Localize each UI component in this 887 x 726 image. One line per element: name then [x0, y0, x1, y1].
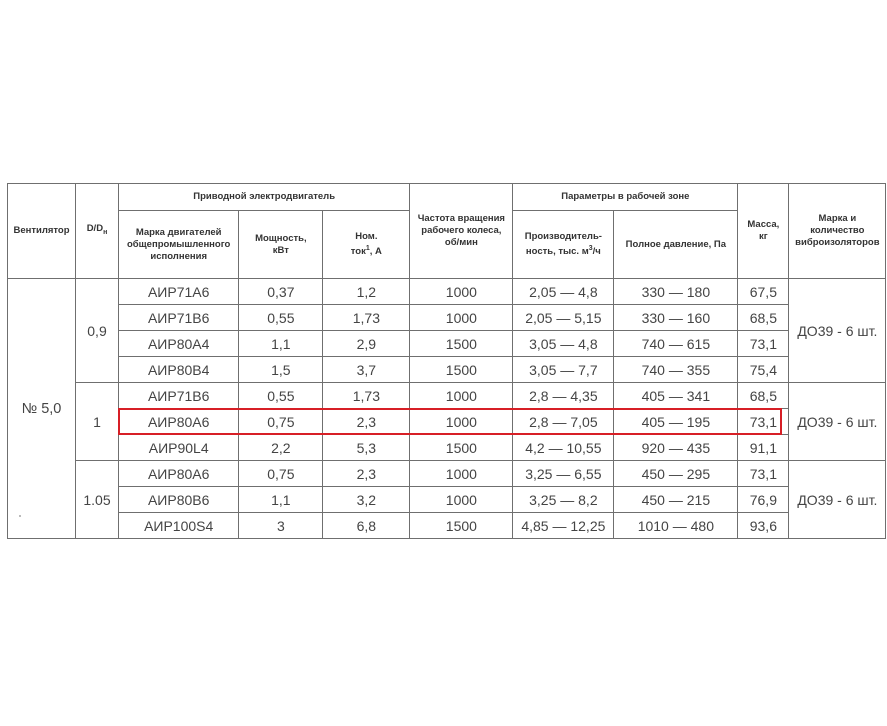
flow-cell: 3,05 — 4,8 — [513, 331, 614, 357]
power-cell: 0,75 — [239, 409, 323, 435]
rpm-cell: 1000 — [410, 409, 513, 435]
table-row — [8, 331, 886, 357]
power-cell: 1,1 — [239, 487, 323, 513]
current-cell: 2,3 — [323, 409, 410, 435]
flow-cell: 3,05 — 7,7 — [513, 357, 614, 383]
pressure-cell: 740 — 615 — [614, 331, 738, 357]
isolator-cell: ДО39 - 6 шт. — [789, 279, 886, 383]
rpm-cell: 1500 — [410, 331, 513, 357]
table-row — [8, 279, 886, 305]
pressure-cell: 920 — 435 — [614, 435, 738, 461]
header-params-group: Параметры в рабочей зоне — [513, 184, 738, 211]
power-cell: 3 — [239, 513, 323, 539]
power-cell: 0,55 — [239, 383, 323, 409]
header-pressure: Полное давление, Па — [614, 211, 738, 279]
pressure-cell: 450 — 215 — [614, 487, 738, 513]
isolator-cell: ДО39 - 6 шт. — [789, 461, 886, 539]
power-cell: 0,75 — [239, 461, 323, 487]
flow-cell: 2,05 — 4,8 — [513, 279, 614, 305]
header-flow: Производитель-ность, тыс. $м^3/ч$ — [513, 211, 614, 279]
header-rpm: Частота вращения рабочего колеса, об/мин — [410, 184, 513, 279]
mass-cell: 75,4 — [738, 357, 789, 383]
mass-cell: 67,5 — [738, 279, 789, 305]
isolator-cell: ДО39 - 6 шт. — [789, 383, 886, 461]
mass-cell: 68,5 — [738, 383, 789, 409]
power-cell: 2,2 — [239, 435, 323, 461]
pressure-cell: 330 — 160 — [614, 305, 738, 331]
pressure-cell: 330 — 180 — [614, 279, 738, 305]
power-cell: 0,37 — [239, 279, 323, 305]
header-motor-group: Приводной электродвигатель — [119, 184, 410, 211]
power-cell: 1,5 — [239, 357, 323, 383]
mass-cell: 73,1 — [738, 331, 789, 357]
rpm-cell: 1500 — [410, 513, 513, 539]
motor-cell: АИР71В6 — [119, 305, 239, 331]
flow-cell: 3,25 — 8,2 — [513, 487, 614, 513]
flow-cell: 4,85 — 12,25 — [513, 513, 614, 539]
mass-cell: 73,1 — [738, 409, 789, 435]
header-mass: Масса, кг — [738, 184, 789, 279]
motor-cell: АИР90L4 — [119, 435, 239, 461]
flow-cell: 2,05 — 5,15 — [513, 305, 614, 331]
table-row — [8, 461, 886, 487]
rpm-cell: 1000 — [410, 383, 513, 409]
rpm-cell: 1000 — [410, 279, 513, 305]
ratio-cell: 0,9 — [76, 279, 119, 383]
table-row — [8, 357, 886, 383]
table-body — [8, 279, 886, 539]
fan-number-cell: № 5,0 — [8, 279, 76, 539]
flow-cell: 2,8 — 7,05 — [513, 409, 614, 435]
motor-cell: АИР80А4 — [119, 331, 239, 357]
current-cell: 1,2 — [323, 279, 410, 305]
power-cell: 0,55 — [239, 305, 323, 331]
flow-cell: 4,2 — 10,55 — [513, 435, 614, 461]
pressure-cell: 405 — 341 — [614, 383, 738, 409]
table-row — [8, 409, 886, 435]
motor-cell: АИР71В6 — [119, 383, 239, 409]
motor-cell: АИР100S4 — [119, 513, 239, 539]
header-motor-brand: Марка двигателей общепромышленного исполнения — [119, 211, 239, 279]
pressure-cell: 405 — 195 — [614, 409, 738, 435]
spec-table-wrapper — [7, 183, 886, 539]
pressure-cell: 450 — 295 — [614, 461, 738, 487]
header-ratio: $D/D_н$ — [76, 184, 119, 279]
mass-cell: 93,6 — [738, 513, 789, 539]
rpm-cell: 1500 — [410, 435, 513, 461]
mass-cell: 73,1 — [738, 461, 789, 487]
mass-cell: 91,1 — [738, 435, 789, 461]
current-cell: 5,3 — [323, 435, 410, 461]
header-fan: Вентилятор — [8, 184, 76, 279]
mass-cell: 76,9 — [738, 487, 789, 513]
header-current: Ном. ток$^1$, А — [323, 211, 410, 279]
current-cell: 6,8 — [323, 513, 410, 539]
stray-dot — [19, 515, 21, 517]
table-row — [8, 435, 886, 461]
current-cell: 3,7 — [323, 357, 410, 383]
table-row — [8, 513, 886, 539]
motor-cell: АИР80А6 — [119, 461, 239, 487]
rpm-cell: 1500 — [410, 357, 513, 383]
table-row — [8, 305, 886, 331]
motor-cell: АИР71А6 — [119, 279, 239, 305]
flow-cell: 2,8 — 4,35 — [513, 383, 614, 409]
motor-cell: АИР80В4 — [119, 357, 239, 383]
current-cell: 2,9 — [323, 331, 410, 357]
motor-cell: АИР80А6 — [119, 409, 239, 435]
current-cell: 1,73 — [323, 305, 410, 331]
header-power: Мощность, кВт — [239, 211, 323, 279]
current-cell: 2,3 — [323, 461, 410, 487]
rpm-cell: 1000 — [410, 305, 513, 331]
fan-spec-table — [7, 183, 886, 539]
table-row — [8, 383, 886, 409]
power-cell: 1,1 — [239, 331, 323, 357]
mass-cell: 68,5 — [738, 305, 789, 331]
motor-cell: АИР80В6 — [119, 487, 239, 513]
rpm-cell: 1000 — [410, 487, 513, 513]
current-cell: 3,2 — [323, 487, 410, 513]
flow-cell: 3,25 — 6,55 — [513, 461, 614, 487]
pressure-cell: 740 — 355 — [614, 357, 738, 383]
ratio-cell: 1 — [76, 383, 119, 461]
table-row — [8, 487, 886, 513]
header-isolators: Марка и количество виброизоляторов — [789, 184, 886, 279]
ratio-cell: 1.05 — [76, 461, 119, 539]
rpm-cell: 1000 — [410, 461, 513, 487]
current-cell: 1,73 — [323, 383, 410, 409]
pressure-cell: 1010 — 480 — [614, 513, 738, 539]
